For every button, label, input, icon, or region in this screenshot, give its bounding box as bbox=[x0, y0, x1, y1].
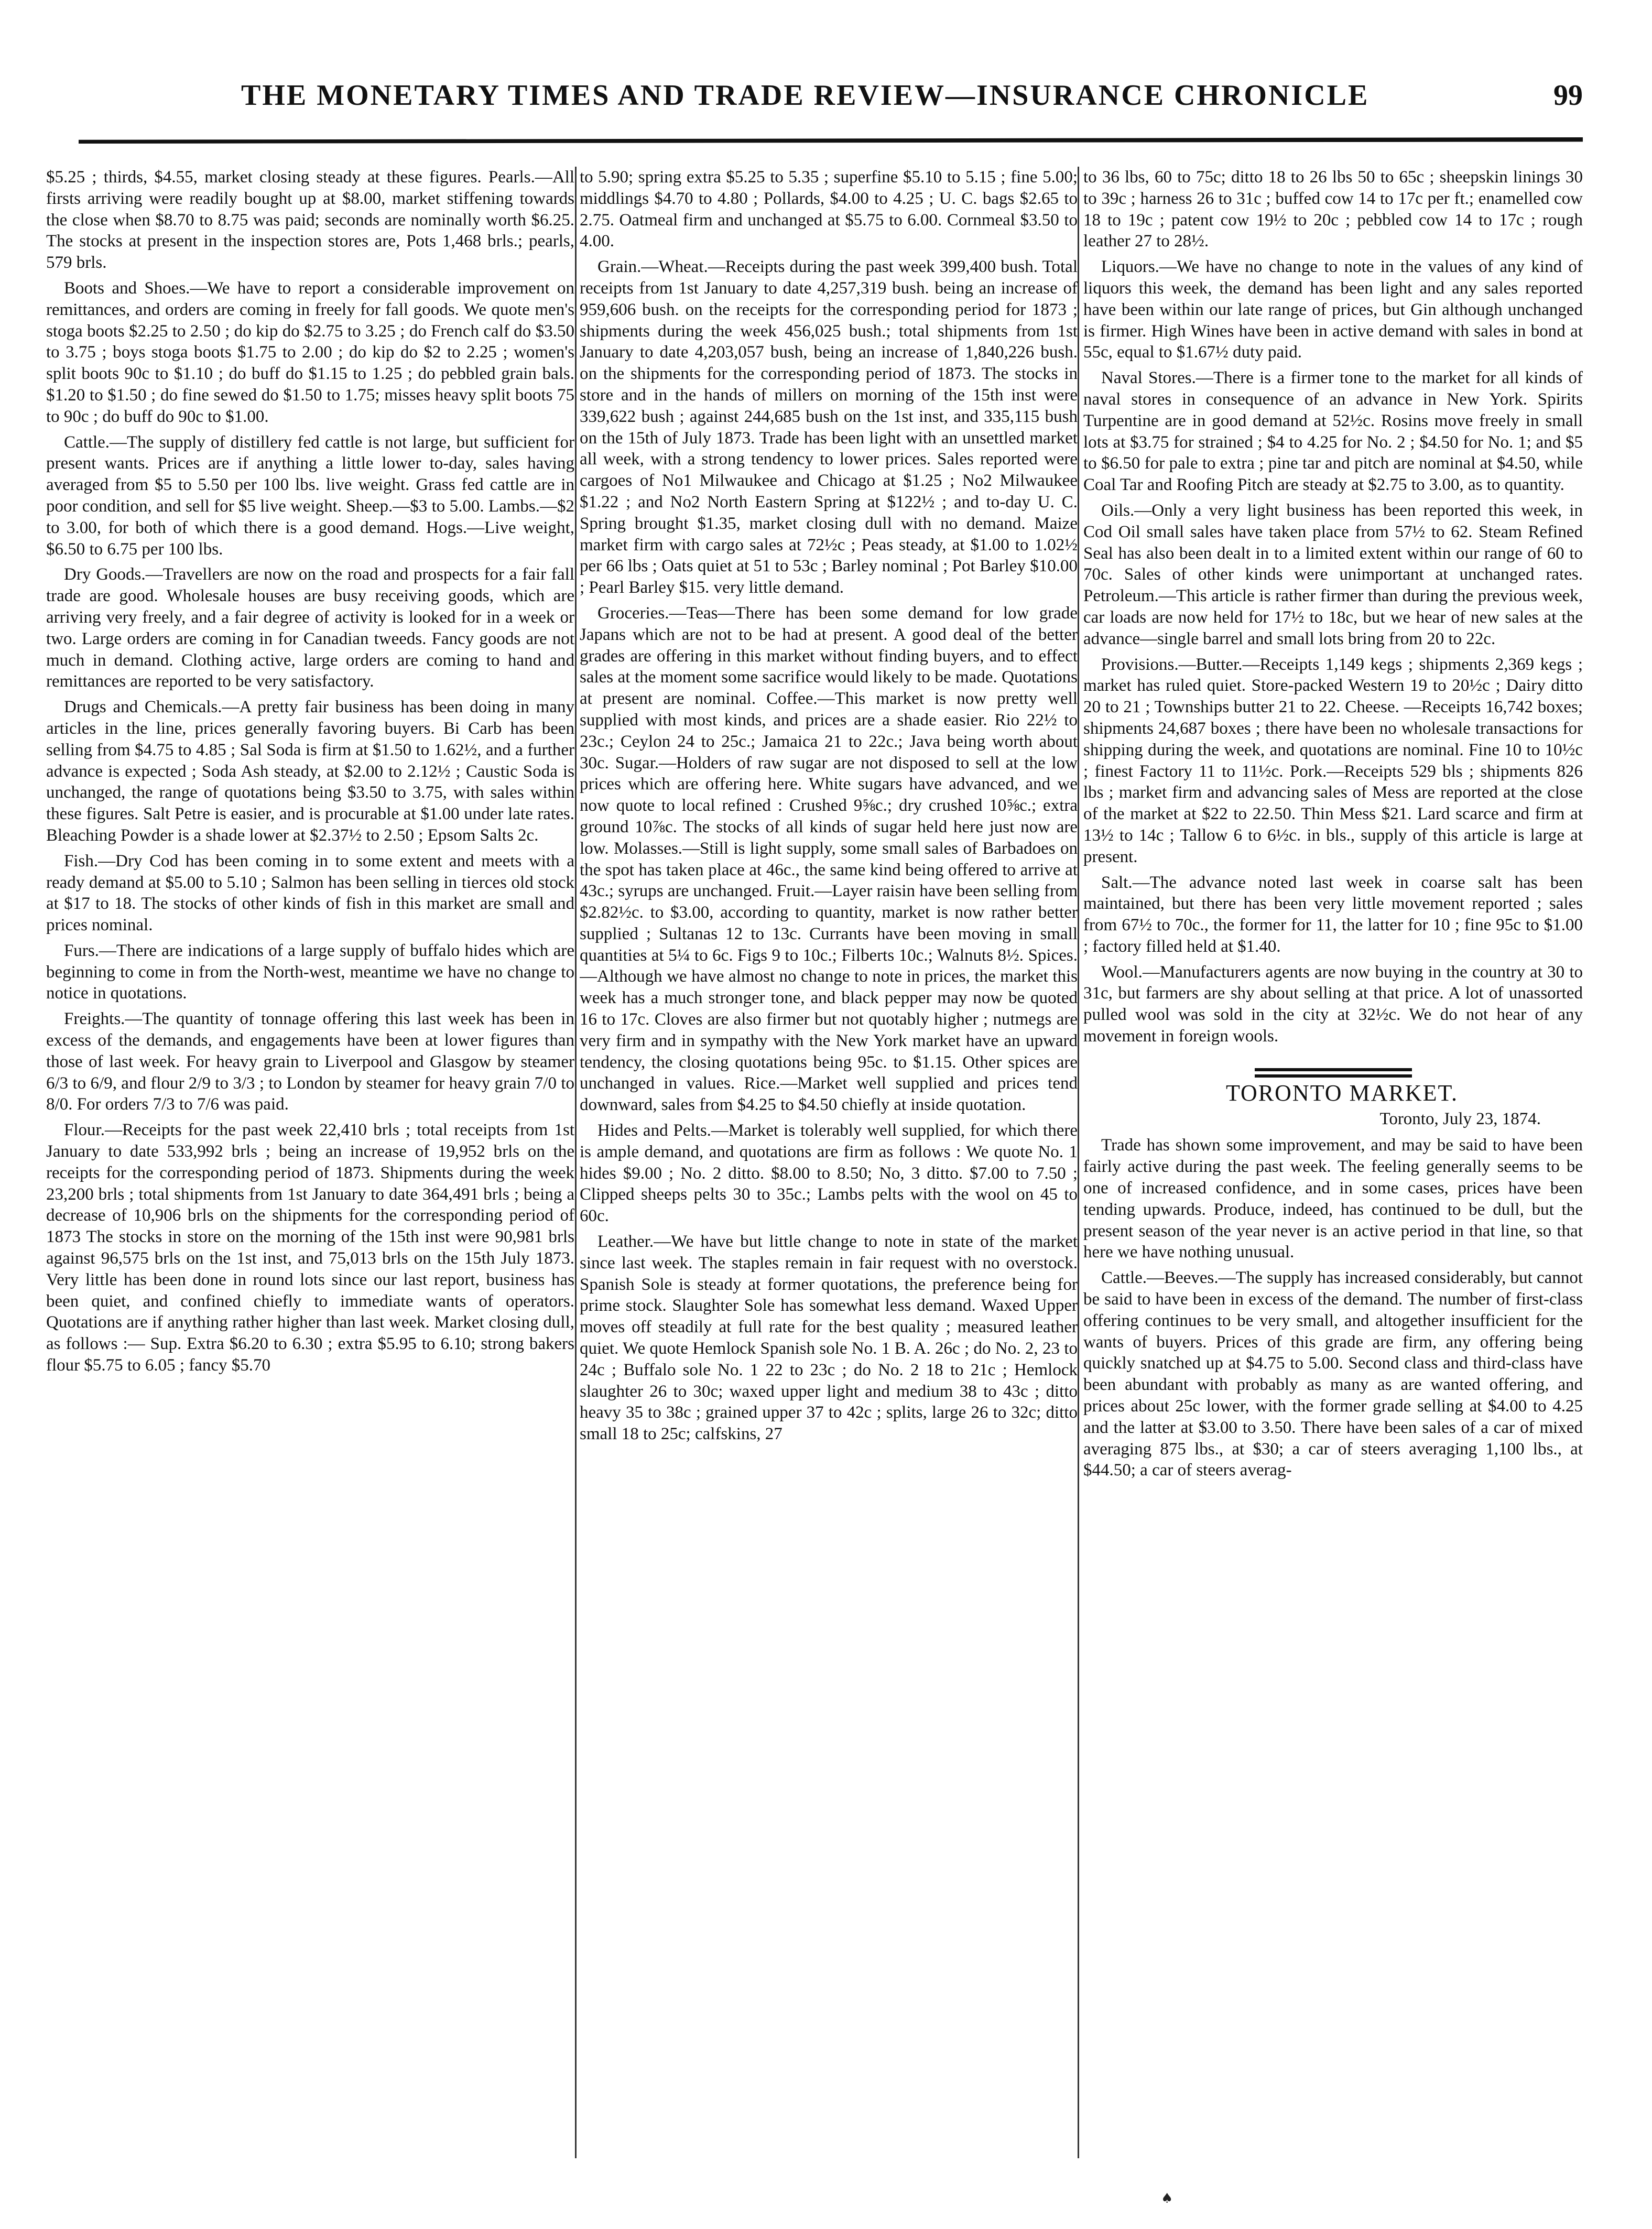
column-divider bbox=[1078, 167, 1079, 2158]
market-report-paragraph: $5.25 ; thirds, $4.55, market closing steady at these figures. Pearls.—All firsts arriving were readily bought up at $8.00, market stiffening towards the close when $8.70 to 8.75 was paid; seconds are nominally worth $6.25. The stocks at present in the inspection stores are, Pots 1,468 brls.; pearls, 579 brls. bbox=[46, 168, 574, 273]
column-3-reports bbox=[1083, 167, 1583, 1047]
market-report-paragraph: Groceries.—Teas—There has been some demand for low grade Japans which are not to be had at present. A good deal of the better grades are offering in this market without finding buyers, and to effect sales at the moment some sacrifice would likely to be made. Quotations at present are nominal. Coffee.—This market is now pretty well supplied with most kinds, and prices are a shade easier. Rio 22½ to 23c.; Ceylon 24 to 25c.; Jamaica 21 to 22c.; Java being worth about 30c. Sugar.—Holders of raw sugar are not disposed to sell at the low prices which are offering here. White sugars have advanced, and we now quote to local refined : Crushed 9⅝c.; dry crushed 10⅝c.; extra ground 10⅞c. The stocks of all kinds of sugar held here just now are low. Molasses.—Still is light supply, some small sales of Barbadoes on the spot has taken place at 46c., the same kind being offered to arrive at 43c.; syrups are unchanged. Fruit.—Layer raisin have been selling from $2.82½c. to $3.00, according to quantity, market is now rather better supplied ; Sultanas 12 to 13c. Currants have been moving in small quantities at 5¼ to 6c. Figs 9 to 10c.; Filberts 10c.; Walnuts 8½. Spices.—Although we have almost no change to note in prices, the market this week has a much stronger tone, and black pepper may now be quoted 16 to 17c. Cloves are also firmer but not quotably higher ; nutmegs are very firm and in sympathy with the New York market have an upward tendency, the closing quotations being 95c. to $1.15. Other spices are unchanged in values. Rice.—Market well supplied and prices tend downward, sales from $4.25 to $4.50 chiefly at inside quotation. bbox=[580, 603, 1078, 1115]
section-divider bbox=[1255, 1068, 1412, 1078]
market-report-paragraph: Grain.—Wheat.—Receipts during the past week 399,400 bush. Total receipts from 1st January to date 4,257,319 bush. being an increase of 959,606 bush. on the receipts for the corresponding period for 1873 ; shipments during the week 456,025 bush.; total shipments from 1st January to date 4,203,057 bush, being an increase of 1,840,226 bush. on the shipments for the corresponding period of 1873. The stocks in store and in the hands of millers on morning of the 15th inst were 339,622 bush ; against 244,685 bush on the 1st inst, and 335,115 bush on the 15th of July 1873. Trade has been light with an unsettled market all week, with a strong tendency to lower prices. Sales reported were cargoes of No1 Milwaukee and Chicago at $1.25 ; No2 Milwaukee $1.22 ; and No2 North Eastern Spring at $122½ ; and to-day U. C. Spring brought $1.35, market closing dull with no demand. Maize market firm with cargo sales at 72½c ; Peas steady, at $1.00 to 1.02½ per 66 lbs ; Oats quiet at 51 to 53c ; Barley nominal ; Pot Barley $10.00 ; Pearl Barley $15. very little demand. bbox=[580, 257, 1078, 597]
page-number: 99 bbox=[1553, 79, 1583, 112]
market-report-paragraph: Freights.—The quantity of tonnage offering this last week has been in excess of the demands, and engagements have been at lower figures than those of last week. For heavy grain to Liverpool and Glasgow by steamer 6/3 to 6/9, and flour 2/9 to 3/3 ; to London by steamer for heavy grain 7/0 to 8/0. For orders 7/3 to 7/6 was paid. bbox=[46, 1009, 574, 1114]
market-report-paragraph: Fish.—Dry Cod has been coming in to some extent and meets with a ready demand at $5.00 to 5.10 ; Salmon has been selling in tierces old stock at $17 to 18. The stocks of other kinds of fish in this market are small and prices nominal. bbox=[46, 851, 574, 935]
column-2 bbox=[580, 167, 1078, 2179]
toronto-dateline: Toronto, July 23, 1874. bbox=[1379, 1109, 1541, 1128]
market-report-paragraph: to 5.90; spring extra $5.25 to 5.35 ; superfine $5.10 to 5.15 ; fine 5.00; middlings $4.70 to 4.80 ; Pollards, $4.00 to 4.25 ; U. C. bags $2.65 to 2.75. Oatmeal firm and unchanged at $5.75 to 6.00. Cornmeal $3.50 to 4.00. bbox=[580, 168, 1078, 251]
market-report-paragraph: to 36 lbs, 60 to 75c; ditto 18 to 26 lbs 50 to 65c ; sheepskin linings 30 to 39c ; harness 26 to 31c ; buffed cow 14 to 17c per ft.; enamelled cow 18 to 19c ; patent cow 19½ to 20c ; pebbled cow 14 to 17c ; rough leather 27 to 28½. bbox=[1083, 168, 1583, 251]
toronto-market-title: TORONTO MARKET. bbox=[1225, 1080, 1459, 1106]
column-divider bbox=[575, 167, 577, 2158]
market-report-paragraph: Naval Stores.—There is a firmer tone to the market for all kinds of naval stores in consequence of an advance in New York. Spirits Turpentine are in good demand at 52½c. Rosins move freely in small lots at $3.75 for strained ; $4 to 4.25 for No. 2 ; $4.50 for No. 1; and $5 to $6.50 for pale to extra ; pine tar and pitch are nominal at $4.50, while Coal Tar and Roofing Pitch are steady at $2.75 to 3.00, as to quantity. bbox=[1083, 368, 1583, 495]
toronto-paragraph: Trade has shown some improvement, and may be said to have been fairly active during the past week. The feeling generally seems to be one of increased confidence, and in some cases, prices have been tending upwards. Produce, indeed, has continued to be dull, but the present season of the year never is an active period in that line, so that here we have nothing unusual. bbox=[1083, 1136, 1583, 1262]
market-report-paragraph: Boots and Shoes.—We have to report a considerable improvement on remittances, and orders are coming in freely for fall goods. We quote men's stoga boots $2.25 to 2.50 ; do kip do $2.75 to 3.25 ; do French calf do $3.50 to 3.75 ; boys stoga boots $1.75 to 2.00 ; do kip do $2 to 2.25 ; women's split boots 90c to $1.10 ; do buff do $1.15 to 1.25 ; do pebbled grain bals. $1.20 to $1.50 ; do fine sewed do $1.50 to 1.75; misses heavy split boots 75 to 90c ; do buff do 90c to $1.00. bbox=[46, 278, 574, 426]
page-title: THE MONETARY TIMES AND TRADE REVIEW—INSURANCE CHRONICLE bbox=[241, 79, 1370, 112]
ornament-icon: ♠ bbox=[1161, 2191, 1173, 2206]
market-report-paragraph: Wool.—Manufacturers agents are now buying in the country at 30 to 31c, but farmers are shy about selling at that price. A lot of unassorted pulled wool was sold in the city at 32½c. We do not hear of any movement in foreign wools. bbox=[1083, 962, 1583, 1046]
page-header bbox=[79, 73, 1583, 126]
market-report-paragraph: Salt.—The advance noted last week in coarse salt has been maintained, but there has been very little movement reported ; sales from 67½ to 70c., the former for 11, the latter for 10 ; fine 95c to $1.00 ; factory filled held at $1.40. bbox=[1083, 873, 1583, 956]
header-rule bbox=[79, 137, 1583, 144]
column-3 bbox=[1083, 167, 1583, 2179]
toronto-paragraph: Cattle.—Beeves.—The supply has increased considerably, but cannot be said to have been in excess of the demand. The number of first-class offering continues to be very small, and altogether insufficient for the wants of buyers. Prices of this grade are firm, any offering being quickly snatched up at $4.75 to 5.00. Second class and third-class have been abundant with probably as many as are wanted offering, and prices about 25c lower, with the former grade selling at $4.00 to 4.25 and the latter at $3.00 to 3.50. There have been sales of a car of mixed averaging 875 lbs., at $30; a car of steers averaging 1,100 lbs., at $44.50; a car of steers averag- bbox=[1083, 1268, 1583, 1480]
market-report-paragraph: Flour.—Receipts for the past week 22,410 brls ; total receipts from 1st January to date 533,992 brls ; being an increase of 19,952 brls on the receipts for the corresponding period of 1873. Shipments during the week 23,200 brls ; total shipments from 1st January to date 364,491 brls ; being a decrease of 10,906 brls on the shipments for the corresponding period of 1873 The stocks in store on the morning of the 15th inst were 90,981 brls against 96,575 brls on the 1st inst, and 75,013 brls on the 15th July 1873. Very little has been done in round lots since our last report, business has been quiet, and confined chiefly to immediate wants of operators. Quotations are if anything rather higher than last week. Market closing dull, as follows :— Sup. Extra $6.20 to 6.30 ; extra $5.95 to 6.10; strong bakers flour $5.75 to 6.05 ; fancy $5.70 bbox=[46, 1121, 574, 1375]
market-report-paragraph: Cattle.—The supply of distillery fed cattle is not large, but sufficient for present wants. Prices are if anything a little lower to-day, sales having averaged from $5 to 5.50 per 100 lbs. live weight. Grass fed cattle are in poor condition, and sell for $5 live weight. Sheep.—$3 to 5.00. Lambs.—$2 to 3.00, for both of which there is a good demand. Hogs.—Live weight, $6.50 to 6.75 per 100 lbs. bbox=[46, 432, 574, 559]
market-report-paragraph: Drugs and Chemicals.—A pretty fair business has been doing in many articles in the line, prices generally favoring buyers. Bi Carb has been selling from $4.75 to 4.85 ; Sal Soda is firm at $1.50 to 1.62½, and a further advance is expected ; Soda Ash steady, at $2.00 to 2.12½ ; Caustic Soda is unchanged, the range of quotations being $3.50 to 3.75, with sales within these figures. Salt Petre is easier, and is procurable at $1.00 under late rates. Bleaching Powder is a shade lower at $2.37½ to 2.50 ; Epsom Salts 2c. bbox=[46, 698, 574, 845]
market-report-paragraph: Provisions.—Butter.—Receipts 1,149 kegs ; shipments 2,369 kegs ; market has ruled quiet. Store-packed Western 19 to 20½c ; Dairy ditto 20 to 21 ; Townships butter 21 to 22. Cheese. —Receipts 16,742 boxes; shipments 24,687 boxes ; there have been no wholesale transactions for shipping during the week, and quotations are nominal. Fine 10 to 10½c ; finest Factory 11 to 11½c. Pork.—Receipts 529 bls ; shipments 826 lbs ; market firm and advancing sales of Mess are reported at the close of the market at $22 to 22.50. Thin Mess $21. Lard scarce and firm at 13½ to 14c ; Tallow 6 to 6½c. in bls., supply of this article is large at present. bbox=[1083, 655, 1583, 866]
market-report-paragraph: Liquors.—We have no change to note in the values of any kind of liquors this week, the demand has been light and any sales reported have been within our late range of prices, but Gin although unchanged is firmer. High Wines have been in active demand with sales in bond at 55c, equal to $1.67½ duty paid. bbox=[1083, 257, 1583, 362]
market-report-paragraph: Furs.—There are indications of a large supply of buffalo hides which are beginning to come in from the North-west, meantime we have no change to notice in quotations. bbox=[46, 941, 574, 1003]
market-report-paragraph: Leather.—We have but little change to note in state of the market since last week. The staples remain in fair request with no overstock. Spanish Sole is steady at former quotations, the preference being for prime stock. Slaughter Sole has somewhat less demand. Waxed Upper moves off steadily at full rate for the best quality ; measured leather quiet. We quote Hemlock Spanish sole No. 1 B. A. 26c ; do No. 2, 23 to 24c ; Buffalo sole No. 1 22 to 23c ; do No. 2 18 to 21c ; Hemlock slaughter 26 to 30c; waxed upper light and medium 38 to 43c ; ditto heavy 35 to 38c ; grained upper 37 to 42c ; splits, large 26 to 32c; ditto small 18 to 25c; calfskins, 27 bbox=[580, 1232, 1078, 1444]
column-1 bbox=[46, 167, 574, 2179]
market-report-paragraph: Oils.—Only a very light business has been reported this week, in Cod Oil small sales have taken place from 57½ to 62. Steam Refined Seal has also been dealt in to a limited extent within our range of 60 to 70c. Sales of other kinds were unimportant at unchanged rates. Petroleum.—This article is rather firmer than during the previous week, car loads are now held for 17½ to 18c, but we hear of new sales at the advance—single barrel and small lots bring from 20 to 22c. bbox=[1083, 501, 1583, 648]
market-report-paragraph: Dry Goods.—Travellers are now on the road and prospects for a fair fall trade are good. Wholesale houses are busy receiving goods, which are arriving very freely, and a fair degree of activity is looked for in a week or two. Large orders are coming in for Canadian tweeds. Fancy goods are not much in demand. Clothing active, large orders are coming to hand and remittances are reported to be very satisfactory. bbox=[46, 565, 574, 691]
market-report-paragraph: Hides and Pelts.—Market is tolerably well supplied, for which there is ample demand, and quotations are firm as follows : We quote No. 1 hides $9.00 ; No. 2 ditto. $8.00 to 8.50; No, 3 ditto. $7.00 to 7.50 ; Clipped sheeps pelts 30 to 35c.; Lambs pelts with the wool on 45 to 60c. bbox=[580, 1121, 1078, 1226]
